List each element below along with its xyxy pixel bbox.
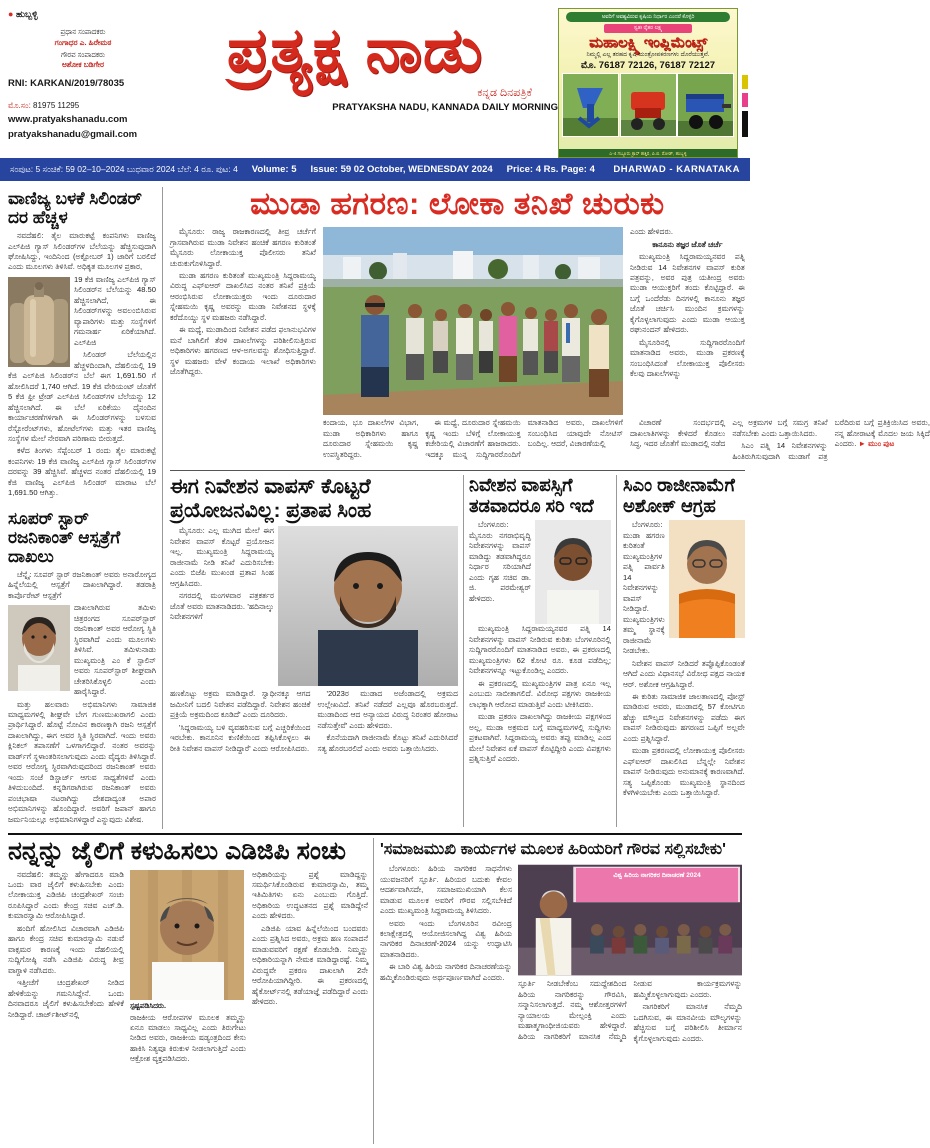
masthead-title-block bbox=[150, 18, 560, 113]
article-muda-lead bbox=[170, 186, 930, 465]
ad-top-line: ಅವರಿಗೆ ಅವಶ್ಯವಿರುವ ಕೃಷಿಯ ನಿರ್ಧಾರ ಎಂದರೆ ಕೊಳ್ಳಿರಿ bbox=[566, 12, 730, 22]
regmark-magenta bbox=[742, 93, 748, 107]
lead-column-3 bbox=[630, 227, 745, 465]
article-parameshwara bbox=[464, 475, 617, 827]
pratap-c2: 'ಸಿದ್ದರಾಮಯ್ಯ ಬಳಿ ವ್ಯವಹರಿಸುವ ಬಗ್ಗೆ ಎಚ್ಚರಿಕೆಯಿಂದ ಇರಬೇಕು. ಕಾನೂನಿನ ಕುಣಿಕೆಯಿಂದ ತಪ್ಪಿಸಿಕೊಳ್ಳಲು ಈ ರೀತಿ ನಿವೇಶನ ವಾಪಸ್ ನೀಡಿದ್ದಾರೆ' ಎಂದು ಆರೋಪಿಸಿದರು. bbox=[170, 722, 311, 753]
article-rajinikanth bbox=[8, 509, 156, 825]
lead-u3: ವಿಚಾರಣೆ ಸಂದರ್ಭದಲ್ಲಿ ದಾಖಲಾತಿಗಳನ್ನು ಕೇಳಿದರೆ ಕೊಡಲು ಸಿದ್ಧ, ಇದರ ಜೊತೆಗೆ ಮುಡಾದಲ್ಲಿ ನಡೆದ ಎಲ್ಲ ಅಕ್ರಮಗಳ ಬಗ್ಗೆ ಸಮಗ್ರ ತನಿಖೆ ನಡೆಸಬೇಕು ಎಂದು ಒತ್ತಾಯಿಸಿದರು. bbox=[629, 418, 828, 449]
hdk-photo-caption: ಸ್ಪಷ್ಟಪಡಿಸಿದರು. bbox=[130, 1000, 166, 1010]
rajini-headline: ಸೂಪರ್ ಸ್ಟಾರ್ ರಜನಿಕಾಂತ್ ಆಸ್ಪತ್ರೆಗೆ ದಾಖಲು bbox=[8, 508, 121, 566]
tagline-english: PRATYAKSHA NADU, KANNADA DAILY MORNING bbox=[332, 102, 558, 114]
ad-ribbon: ಸ್ವತಃ ರೈತರ ಲಕ್ಷ್ಯ bbox=[604, 24, 692, 33]
editor1-label: ಪ್ರಧಾನ ಸಂಪಾದಕರು bbox=[60, 29, 106, 37]
event-banner-text: ವಿಶ್ವ ಹಿರಿಯ ನಾಗರಿಕರ ದಿನಾಚರಣೆ 2024 bbox=[576, 868, 738, 902]
ad-product-photos bbox=[559, 71, 737, 137]
kumaraswamy-photo bbox=[130, 870, 244, 1000]
website-link[interactable]: www.pratyakshanadu.com bbox=[8, 113, 128, 125]
cylinder-p1: ನವದೆಹಲಿ: ತೈಲ ಮಾರುಕಟ್ಟೆ ಕಂಪನಿಗಳು ವಾಣಿಜ್ಯ ಎಲ್‌ಪಿಜಿ ಗ್ಯಾಸ್ ಸಿಲಿಂಡರ್‌ಗಳ ಬೆಲೆಯನ್ನು ಹೆಚ್ಚಿಸುವುದಾಗಿ ಘೋಷಿಸಿದ್ದು, ಇಂದಿನಿಂದ (ಅಕ್ಟೋಬರ್ 1) ಜಾರಿಗೆ ಬರಲಿದೆ ಎಂದು ಮೂಲಗಳು ತಿಳಿಸಿವೆ. ಅಧಿಕೃತ ಮೂಲಗಳ ಪ್ರಕಾರ, bbox=[8, 231, 156, 272]
editors-block bbox=[8, 28, 158, 70]
parv-p2: ಮುಖ್ಯಮಂತ್ರಿ ಸಿದ್ದರಾಮಯ್ಯನವರ ಪತ್ನಿ 14 ನಿವೇಶನಗಳನ್ನು ವಾಪಸ್ ನೀಡಿರುವ ಕುರಿತು ಬೆಂಗಳೂರಿನಲ್ಲಿ ಸುದ್ದಿಗಾರರೊಂದಿಗೆ ಮಾತನಾಡಿದ ಅವರು, ಈ ಪ್ರಕರಣದಲ್ಲಿ ಮುಖ್ಯಮಂತ್ರಿಗಳು 62 ಕೋಟಿ ರೂ. ಕೂಡ ಪಡೆದಿಲ್ಲ; ನಿವೇಶನಗಳನ್ನೂ ಇಟ್ಟುಕೊಂಡಿಲ್ಲ ಎಂದರು. bbox=[469, 624, 611, 676]
phone-line bbox=[8, 101, 158, 112]
newspaper-title: ಪ್ರತ್ಯಕ್ಷ ನಾಡು bbox=[226, 16, 484, 85]
article-cylinder-price bbox=[8, 189, 156, 499]
ashok-headline: ಸಿಎಂ ರಾಜೀನಾಮೆಗೆ ಅಶೋಕ್ ಆಗ್ರಹ bbox=[623, 475, 735, 516]
hdk-c3p1: ಅಧಿಕಾರಿಯನ್ನು ಪ್ರಶ್ನೆ ಮಾಡಿದ್ದನ್ನು ಸಮರ್ಥಿಸಿಕೊಂಡಿರುವ ಕುಮಾರಸ್ವಾಮಿ, ತಮ್ಮ ಇತಿಮಿತಿಗಳು ಏನು ಎಂಬುದು ಗೊತ್ತಿದೆ. ಅಧಿಕಾರಿಯ ಉದ್ಧಟತನದ ಪ್ರಶ್ನೆ ಮಾಡಿದ್ದೇನೆ ಎಂದು ಹೇಳಿದರು. bbox=[252, 869, 368, 921]
article-senior-citizens bbox=[374, 838, 742, 1144]
phone-number: 81975 11295 bbox=[33, 101, 80, 111]
gas-cylinders-photo bbox=[8, 277, 70, 367]
ashok-p4: ಮುಡಾ ಪ್ರಕರಣದಲ್ಲಿ ಲೋಕಾಯುಕ್ತ ಪೊಲೀಸರು ಎಫ್‌ಐಆರ್ ದಾಖಲಿಸಿದ ಬೆನ್ನಲ್ಲೇ ನಿವೇಶನ ವಾಪಸ್ ನೀಡಿರುವುದು ಅನುಮಾನಕ್ಕೆ ಕಾರಣವಾಗಿದೆ. ಸತ್ಯ ಒಪ್ಪಿಕೊಂಡು ಮುಖ್ಯಮಂತ್ರಿ ಸ್ಥಾನದಿಂದ ಕೆಳಗಿಳಿಯಬೇಕು ಎಂದು ಒತ್ತಾಯಿಸಿದ್ದಾರೆ. bbox=[623, 746, 745, 798]
rajinikanth-photo bbox=[8, 605, 70, 691]
hdk-c2p1: ರಾಜಕೀಯ ಆರೋಪಗಳ ಮೂಲಕ ತಮ್ಮನ್ನು ಏನೂ ಮಾಡಲು ಸಾಧ್ಯವಿಲ್ಲ ಎಂದು ತಿರುಗೇಟು ನೀಡಿದ ಅವರು, ರಾಜಕೀಯ ಷಡ್ಯಂತ್ರದಿಂದ ಕೇಸು ಹಾಕಿಸಿ ನಿತ್ಯವೂ ಕಿರುಕುಳ ನೀಡಲಾಗುತ್ತಿದೆ ಎಂದು ಆಕ್ರೋಶ ವ್ಯಕ್ತಪಡಿಸಿದರು. bbox=[130, 1012, 246, 1064]
hdk-c3p2: ಎಡಿಜಿಪಿ ಯಾವ ಹಿನ್ನೆಲೆಯಿಂದ ಬಂದವರು ಎಂದು ಪ್ರಶ್ನಿಸಿದ ಅವರು, ಅಕ್ರಮ ಹಣ ಸಂಪಾದನೆ ಮಾಡುವವರಿಗೆ ರಕ್ಷಣೆ ಕೊಡಬೇಡಿ. ನಿಮ್ಮನ್ನು ಅಧಿಕಾರಿಯನ್ನಾಗಿ ನೇಮಕ ಮಾಡಿದ್ದಾರಷ್ಟೆ. ನಿಮ್ಮ ವಿರುದ್ಧವೇ ಪ್ರಕರಣ ದಾಖಲಾಗಿ 2ನೇ ಆರೋಪಿಯಾಗಿದ್ದೀರಿ. ಈ ಪ್ರಕರಣದಲ್ಲಿ ಹೈಕೋರ್ಟ್‌ನಲ್ಲಿ ತಡೆಯಾಜ್ಞೆ ಪಡೆದಿದ್ದಾರೆ ಎಂದು ಹೇಳಿದರು. bbox=[252, 923, 368, 1007]
article-kumaraswamy bbox=[8, 838, 374, 1144]
hdk-c1p2: ಹಂದಿಗೆ ಹೋಲಿಸಿದ ವಿಚಾರವಾಗಿ ಎಡಿಜಿಪಿ ಹಾಗೂ ಕೇಂದ್ರ ಸಚಿವ ಕುಮಾರಸ್ವಾಮಿ ನಡುವೆ ವಾಕ್ಸಮರ ಕಾರಣಕ್ಕೆ ಇಂದು ದೆಹಲಿಯಲ್ಲಿ ಸುದ್ದಿಗೋಷ್ಠಿ ನಡೆಸಿ ಎಡಿಜಿಪಿ ವಿರುದ್ಧ ತೀವ್ರ ವಾಗ್ದಾಳಿ ನಡೆಸಿದರು. bbox=[8, 923, 124, 975]
phone-label: ಮೊ.ಸಂ: bbox=[8, 101, 31, 111]
volume-label: Volume: 5 bbox=[251, 164, 297, 175]
page-content bbox=[0, 181, 930, 1144]
hdk-c1p3: ಇತ್ತೀಚೆಗೆ ಚಂದ್ರಶೇಖರ್ ನೀಡಿದ ಹೇಳಿಕೆಯನ್ನು ಗಮನಿಸಿದ್ದೇನೆ. ಒಂದು ದಿನವಾದರೂ ಜೈಲಿಗೆ ಕಳುಹಿಸಬೇಕೆಂದು ಹೇಳಿಕೆ ನೀಡಿದ್ದಾರೆ. ಚಾರ್ಜ್‌ಶೀಟ್‌ನಲ್ಲಿ bbox=[8, 978, 124, 1019]
ashok-intro bbox=[623, 520, 665, 658]
pratap-simha-photo bbox=[278, 526, 458, 686]
bottom-tier bbox=[8, 833, 742, 1144]
price-label: Price: 4 Rs. Page: 4 bbox=[506, 164, 595, 175]
lead-column-1 bbox=[170, 227, 316, 465]
cylinder-p2: 19 ಕೆಜಿ ವಾಣಿಜ್ಯ ಎಲ್‌ಪಿಜಿ ಗ್ಯಾಸ್ ಸಿಲಿಂಡರ್‌ನ ಬೆಲೆಯನ್ನು 48.50 ಹೆಚ್ಚಿಸಲಾಗಿದೆ, ಈ ಸಿಲಿಂಡರ್‌ಗಳನ್ನು ಅವಲಂಬಿಸಿರುವ ವ್ಯಾಪಾರಿಗಳು ಮತ್ತು ಸಂಸ್ಥೆಗಳಿಗೆ ಗಮನಾರ್ಹ ಏರಿಕೆಯಾಗಿದೆ. ಎಲ್‌ಪಿಜಿ bbox=[74, 274, 156, 347]
pratap-headline: ಈಗ ನಿವೇಶನ ವಾಪಸ್ ಕೊಟ್ಟರೆ ಪ್ರಯೋಜನವಿಲ್ಲ: ಪ್ರತಾಪ ಸಿಂಹ bbox=[170, 475, 372, 522]
senior-col1 bbox=[380, 864, 512, 1129]
ashok-body bbox=[623, 659, 745, 799]
senior-r1: ಸ್ಫೂರ್ತಿ ನೀಡಬೇಕೆಂಬ ಸದುದ್ದೇಶದಿಂದ ಹಿರಿಯ ನಾಗರಿಕರನ್ನು ಗೌರವಿಸಿ, ಸನ್ಮಾನಿಸಲಾಗುತ್ತದೆ. ನಮ್ಮ ಆಶೋತ್ತರಗಳಿಗೆ ನ್ಯಾಯಾಲಯ ಮೇಲ್ಪಂಕ್ತಿ ಎಂದು ಮಹಾತ್ಮಗಾಂಧೀಜಿಯವರು ಹೇಳಿದ್ದಾರೆ. ಹಿರಿಯ ನಾಗರಿಕರಿಗೆ ಮಾನಸಿಕ ನೆಮ್ಮದಿ ನೀಡುವ ಕಾರ್ಯಕ್ರಮಗಳನ್ನು ಹಮ್ಮಿಕೊಳ್ಳಲಾಗುವುದು ಎಂದರು. bbox=[518, 979, 742, 1041]
parv-p3: ಈ ಪ್ರಕರಣದಲ್ಲಿ ಮುಖ್ಯಮಂತ್ರಿಗಳ ಪಾತ್ರ ಏನೂ ಇಲ್ಲ ಎಂಬುದು ಸಾಬೀತಾಗಲಿದೆ. ವಿರೋಧ ಪಕ್ಷಗಳು ರಾಜಕೀಯ ಲಾಭಕ್ಕಾಗಿ ಆರೋಪ ಮಾಡುತ್ತಿವೆ ಎಂದು ಟೀಕಿಸಿದರು. bbox=[469, 678, 611, 709]
pratap-c1: ಹಣಕೊಟ್ಟು ಅಕ್ರಮ ಮಾಡಿದ್ದಾರೆ. ಸ್ವಾಧೀನಕ್ಕೂ ಆಗದ ಜಮೀನಿಗೆ ಬದಲಿ ನಿವೇಶನ ಪಡೆದಿದ್ದಾರೆ. ನಿವೇಶನ ಹಂಚಿಕೆ ಪ್ರಕ್ರಿಯೆ ಅಕ್ರಮದಿಂದ ಕೂಡಿದೆ' ಎಂದು ದೂರಿದರು. bbox=[170, 689, 311, 720]
hdk-col1 bbox=[8, 870, 124, 1067]
hdk-c1p1: ನವದೆಹಲಿ: ತಮ್ಮನ್ನು ಹೇಗಾದರೂ ಮಾಡಿ ಒಂದು ವಾರ ಜೈಲಿಗೆ ಕಳುಹಿಸಬೇಕು ಎಂದು ಲೋಕಾಯುಕ್ತ ಎಡಿಜಿಪಿ ಚಂದ್ರಶೇಖರ್ ಸಂಚು ರೂಪಿಸಿದ್ದಾರೆ ಎಂದು ಕೇಂದ್ರ ಸಚಿವ ಎಚ್.ಡಿ. ಕುಮಾರಸ್ವಾಮಿ ಆರೋಪಿಸಿದ್ದಾರೆ. bbox=[8, 869, 124, 921]
senior-c1p2: ಅವರು ಇಂದು ಬೆಂಗಳೂರಿನ ರವೀಂದ್ರ ಕಲಾಕ್ಷೇತ್ರದಲ್ಲಿ ಆಯೋಜಿಸಲಾಗಿದ್ದ ವಿಶ್ವ ಹಿರಿಯ ನಾಗರಿಕರ ದಿನಾಚರಣೆ-2024 ಯನ್ನು ಉದ್ಘಾಟಿಸಿ ಮಾತನಾಡಿದರು. bbox=[380, 918, 512, 959]
lead-c3-p2: ಮುಖ್ಯಮಂತ್ರಿ ಸಿದ್ದರಾಮಯ್ಯನವರ ಪತ್ನಿ ನೀಡಿರುವ 14 ನಿವೇಶನಗಳ ವಾಪಸ್ ಕುರಿತ ಪತ್ರವನ್ನು, ಅವರ ಪುತ್ರ ಯತೀಂದ್ರ ಅವರು ಮುಡಾ ಆಯುಕ್ತರಿಗೆ ತಂದು ಕೊಟ್ಟಿದ್ದಾರೆ. ಈ ಬಗ್ಗೆ ಒಂದೆರೆಡು ದಿನಗಳಲ್ಲಿ ಕಾನೂನು ತಜ್ಞರ ಜೊತೆ ಚರ್ಚಿಸಿ ಮುಂದಿನ ಕ್ರಮಗಳನ್ನು ಕೈಗೊಳ್ಳಲಾಗುವುದು ಎಂದು ಮುಡಾ ಆಯುಕ್ತ ರಘುನಂದನ್ ಹೇಳಿದರು. bbox=[630, 252, 745, 335]
email-link[interactable]: pratyakshanadu@gmail.com bbox=[8, 128, 138, 140]
lead-headline: ಮುಡಾ ಹಗರಣ: ಲೋಕಾ ತನಿಖೆ ಚುರುಕು bbox=[250, 186, 665, 221]
regmark-yellow bbox=[742, 75, 748, 89]
lead-u4-text: ಸಿಎಂ ಪತ್ನಿ 14 ನಿವೇಶನಗಳನ್ನು ಹಿಂತಿರುಗಿಸುವುದಾಗಿ ಮುಡಾಗೆ ಪತ್ರ ಬರೆದಿರುವ ಬಗ್ಗೆ ಪ್ರತಿಕ್ರಿಯಿಸಿದ ಅವರು, ನನ್ನ ಹೋರಾಟಕ್ಕೆ ಮೊದಲ ಜಯ ಸಿಕ್ಕಿದೆ ಎಂದರು. bbox=[732, 418, 930, 461]
lead-c1-p1: ಮೈಸೂರು: ರಾಜ್ಯ ರಾಜಕಾರಣದಲ್ಲಿ ತೀವ್ರ ಚರ್ಚೆಗೆ ಗ್ರಾಸವಾಗಿರುವ ಮುಡಾ ನಿವೇಶನ ಹಂಚಿಕೆ ಹಗರಣ ಕುರಿತಂತೆ ಮೈಸೂರು ಲೋಕಾಯುಕ್ತ ಪೊಲೀಸರು ತನಿಖೆ ಚುರುಕುಗೊಳಿಸಿದ್ದಾರೆ. bbox=[170, 227, 316, 268]
ad-title: ಮಹಾಲಕ್ಷ್ಮಿ ಇಂಪ್ಲಿಮೆಂಟ್ಸ್ bbox=[589, 35, 707, 51]
ad-description: ನಿಮ್ಮಲ್ಲಿ ಎಲ್ಲ ತರಹದ ಕೃಷಿ ಯಂತ್ರೋಪಕರಣಗಳು ದೊರೆಯುತ್ತವೆ. bbox=[586, 52, 710, 58]
article-pratap-simha bbox=[170, 475, 464, 827]
parv-body bbox=[469, 624, 611, 764]
lead-c1-p3: ಈ ಮಧ್ಯೆ, ಮುಡಾದಿಂದ ನಿವೇಶನ ಪಡೆದ ಫಲಾನುಭವಿಗಳ ಮನೆ ಬಾಗಿಲಿಗೆ ತೆರಳಿ ದಾಖಲೆಗಳನ್ನು ಪರಿಶೀಲಿಸುತ್ತಿರುವ ಅಧಿಕಾರಿಗಳು ಹಗರಣದ ಆಳ-ಅಗಲವನ್ನು ಶೋಧಿಸುತ್ತಿದ್ದಾರೆ. ಸ್ಥಳ ಮಹಜರು ವೇಳೆ ಕಂದಾಯ ಇಲಾಖೆ ಅಧಿಕಾರಿಗಳು ಜೊತೆಗಿದ್ದರು. bbox=[170, 325, 316, 377]
senior-event-photo bbox=[518, 864, 742, 976]
editor2-name: ಅಶೋಕ ಬಡಿಗೇರ bbox=[61, 60, 105, 70]
edition-city-label: ಹುಬ್ಬಳ್ಳಿ bbox=[15, 9, 38, 19]
pratap-c4: ಕೊನೆಯದಾಗಿ ರಾಜೀನಾಮೆ ಕೊಟ್ಟು ತನಿಖೆ ಎದುರಿಸಿದರೆ ಸತ್ಯ ಹೊರಬರಲಿದೆ ಎಂದು ಅವರು ಒತ್ತಾಯಿಸಿದರು. bbox=[317, 733, 458, 753]
editor2-label: ಗೌರವ ಸಂಪಾದಕರು bbox=[61, 51, 105, 59]
pratap-p2: ನಗರದಲ್ಲಿ ಮಂಗಳವಾರ ಪತ್ರಕರ್ತರ ಜೊತೆ ಅವರು ಮಾತನಾಡಿದರು. 'ಹದಿನಾಲ್ಕು ನಿವೇಶನಗಳಿಗೆ bbox=[170, 591, 274, 621]
lead-u1: ಕಂದಾಯ, ಭೂ ದಾಖಲೆಗಳ ವಿಭಾಗ, ಮುಡಾ ಅಧಿಕಾರಿಗಳು ಹಾಗೂ ದೂರುದಾರ ಸ್ನೇಹಮಯಿ ಕೃಷ್ಣ ಉಪಸ್ಥಿತರಿದ್ದರು. bbox=[323, 418, 419, 459]
edition-dot-icon: ● bbox=[8, 9, 14, 19]
edition-city bbox=[8, 8, 158, 20]
regmark-black bbox=[742, 111, 748, 137]
main-column bbox=[163, 186, 930, 829]
issue-label: Issue: 59 02 October, WEDNESDAY 2024 bbox=[310, 164, 493, 175]
senior-headline: 'ಸಮಾಜಮುಖಿ ಕಾರ್ಯಗಳ ಮೂಲಕ ಹಿರಿಯರಿಗೆ ಗೌರವ ಸಲ್ಲಿಸಬೇಕು' bbox=[380, 841, 726, 858]
hdk-col3 bbox=[252, 870, 368, 1067]
cylinder-p4: ಕಳೆದ ತಿಂಗಳು ಸೆಪ್ಟೆಂಬರ್ 1 ರಂದು ತೈಲ ಮಾರುಕಟ್ಟೆ ಕಂಪನಿಗಳು 19 ಕೆಜಿ ವಾಣಿಜ್ಯ ಎಲ್‌ಪಿಜಿ ಗ್ಯಾಸ್ ಸಿಲಿಂಡರ್‌ಗಳ ದರವನ್ನು 39 ಹೆಚ್ಚಿಸಿವೆ. ಹೆಚ್ಚಳದ ನಂತರ ದೆಹಲಿಯಲ್ಲಿ 19 ಕೆಜಿ ವಾಣಿಜ್ಯ ಎಲ್‌ಪಿಜಿ ಸಿಲಿಂಡರ್ ಮಾರಾಟ ಬೆಲೆ 1,691.50 ಆಗಿತ್ತು. bbox=[8, 446, 156, 498]
parameshwara-photo bbox=[535, 520, 611, 624]
tagline-kannada: ಕನ್ನಡ ದಿನಪತ್ರಿಕೆ bbox=[477, 87, 532, 100]
hdk-headline: ನನ್ನನ್ನು ಜೈಲಿಗೆ ಕಳುಹಿಸಲು ಎಡಿಜಿಪಿ ಸಂಚು bbox=[8, 837, 347, 865]
trailer-photo bbox=[677, 73, 734, 137]
senior-r2: ನಾಗರಿಕರಿಗೆ ಮಾನಸಿಕ ನೆಮ್ಮದಿ ಒದಗಿಸುವ, ಈ ಮಾನವೀಯ ಮೌಲ್ಯಗಳನ್ನು ಹೆಚ್ಚಿಸುವ ಬಗ್ಗೆ ಪರಿಶೀಲಿಸಿ ತೀರ್ಮಾನ ಕೈಗೊಳ್ಳಲಾಗುವುದು ಎಂದರು. bbox=[633, 1002, 742, 1043]
ad-address: ಎ-4 ಗಬ್ಬೂರು ಕ್ರಾಸ್ ಹತ್ತಿರ, ಪಿ.ಬಿ. ರೋಡ್, ಹುಬ್ಬಳ್ಳಿ bbox=[559, 149, 737, 157]
plough-photo bbox=[562, 73, 619, 137]
cylinder-p3: ಸಿಲಿಂಡರ್ ಬೆಲೆಯಲ್ಲಿನ ಹೆಚ್ಚಳದಿಂದಾಗಿ, ದೆಹಲಿಯಲ್ಲಿ 19 ಕೆಜಿ ಎಲ್‌ಪಿಜಿ ಸಿಲಿಂಡರ್‌ನ ಬೆಲೆ ಈಗ 1,691.50 ಗೆ ಹೋಲಿಸಿದರೆ 1,740 ಆಗಿದೆ. 19 ಕೆಜಿ ವೇರಿಯಂಟ್ ಜೊತೆಗೆ 5 ಕೆಜಿ ಫ್ರೀ ಟ್ರೇಡ್ ಎಲ್‌ಪಿಜಿ ಸಿಲಿಂಡರ್‌ಗಳ ಬೆಲೆಯನ್ನು 12 ಹೆಚ್ಚಿಸಲಾಗಿದೆ. ಈ ಬೆಲೆ ಏರಿಕೆಯು ದೈನಂದಿನ ಕಾರ್ಯಾಚರಣೆಗಳಿಗಾಗಿ ಈ ಸಿಲಿಂಡರ್‌ಗಳನ್ನು ಬಳಸುವ ರೆಸ್ಟೋರೆಂಟ್‌ಗಳು, ಹೋಟೆಲ್‌ಗಳು ಮತ್ತು ಇತರ ವಾಣಿಜ್ಯ ಸಂಸ್ಥೆಗಳ ಮೇಲೆ ನೇರವಾಗಿ ಪರಿಣಾಮ ಬೀರುತ್ತದೆ. bbox=[8, 350, 156, 443]
lead-c3-p1: ಎಂದು ಹೇಳಿದರು. bbox=[630, 227, 674, 237]
rni-number: RNI: KARKAN/2019/78035 bbox=[8, 78, 125, 90]
senior-below-photo-text bbox=[518, 979, 742, 1129]
muda-site-inspection-photo bbox=[323, 227, 623, 415]
parv-headline: ನಿವೇಶನ ವಾಪಸ್ಸಿಗೆ ತಡವಾದರೂ ಸರಿ ಇದೆ bbox=[469, 475, 594, 516]
ashok-p3: ಈ ಕುರಿತು ಸಾಮಾಜಿಕ ಜಾಲತಾಣದಲ್ಲಿ ಪೋಸ್ಟ್ ಮಾಡಿರುವ ಅವರು, ಮುಡಾದಲ್ಲಿ 57 ಕೋಟಿಗೂ ಹೆಚ್ಚು ಮೌಲ್ಯದ ನಿವೇಶನಗಳನ್ನು ಪಡೆದು ಈಗ ವಾಪಸ್ ನೀಡಿರುವುದು ಹಗರಣದ ಒಪ್ಪಿಗೆ ಅಲ್ಲವೇ ಎಂದು ಪ್ರಶ್ನಿಸಿದ್ದಾರೆ. bbox=[623, 691, 745, 743]
hdk-col2 bbox=[130, 870, 246, 1067]
print-registration-marks bbox=[742, 75, 748, 141]
region-label: DHARWAD - KARNATAKA bbox=[613, 164, 740, 175]
rajini-p2: ದಾಖಲಾಗಿರುವ ತಮಿಳು ಚಿತ್ರರಂಗದ ಸೂಪರ್‌ಸ್ಟಾರ್ ರಜನಿಕಾಂತ್ ಅವರ ಆರೋಗ್ಯ ಸ್ಥಿತಿ ಸ್ಥಿರವಾಗಿದೆ ಎಂದು ಮೂಲಗಳು ತಿಳಿಸಿವೆ. ತಮಿಳುನಾಡು ಮುಖ್ಯಮಂತ್ರಿ ಎಂ ಕೆ ಸ್ಟಾಲಿನ್ ಅವರು ಸೂಪರ್‌ಸ್ಟಾರ್ ಶೀಘ್ರವಾಗಿ ಚೇತರಿಸಿಕೊಳ್ಳಲಿ ಎಂದು ಹಾರೈಸಿದ್ದಾರೆ. bbox=[74, 603, 156, 697]
editor1-name: ಗಂಗಾಧರ ಎ. ಹಿರೇಮಠ bbox=[54, 37, 112, 47]
pratap-body-columns bbox=[170, 689, 458, 829]
pratap-p1: ಮೈಸೂರು: ಎಲ್ಲ ಮುಗಿದ ಮೇಲೆ ಈಗ ನಿವೇಶನ ವಾಪಸ್ ಕೊಟ್ಟರೆ ಪ್ರಯೋಜನ ಇಲ್ಲ. ಮುಖ್ಯಮಂತ್ರಿ ಸಿದ್ದರಾಮಯ್ಯ ರಾಜೀನಾಮೆ ನೀಡಿ ತನಿಖೆ ಎದುರಿಸಬೇಕು ಎಂದು ಬಿಜೆಪಿ ಮುಖಂಡ ಪ್ರತಾಪ ಸಿಂಹ ಆಗ್ರಹಿಸಿದರು. bbox=[170, 526, 274, 588]
ashok-p2: ನಿವೇಶನ ವಾಪಸ್ ನೀಡಿದರೆ ತಪ್ಪೊಪ್ಪಿಕೊಂಡಂತೆ ಆಗಿದೆ ಎಂದು ವಿಧಾನಸಭೆ ವಿರೋಧ ಪಕ್ಷದ ನಾಯಕ ಆರ್. ಅಶೋಕ ಆಗ್ರಹಿಸಿದ್ದಾರೆ. bbox=[623, 658, 745, 689]
issue-info-bar bbox=[0, 158, 750, 181]
masthead bbox=[0, 0, 750, 158]
pratap-intro bbox=[170, 526, 274, 686]
rotavator-photo bbox=[620, 73, 677, 137]
lead-c3-p3: ಮೈಸೂರಿನಲ್ಲಿ ಸುದ್ದಿಗಾರರೊಂದಿಗೆ ಮಾತನಾಡಿದ ಅವರು, ಮುಡಾ ಪ್ರಕರಣಕ್ಕೆ ಸಂಬಂಧಿಸಿದಂತೆ ಲೋಕಾಯುಕ್ತ ಪೊಲೀಸರು ಕೆಲವು ದಾಖಲೆಗಳನ್ನು bbox=[630, 337, 745, 379]
article-ashok bbox=[617, 475, 745, 827]
senior-c1p3: ಈ ಬಾರಿ ವಿಶ್ವ ಹಿರಿಯ ನಾಗರಿಕರ ದಿನಾಚರಣೆಯನ್ನು ಹಮ್ಮಿಕೊಂಡಿರುವುದು ಅರ್ಥಪೂರ್ಣವಾಗಿದೆ ಎಂದರು. bbox=[380, 962, 512, 982]
lead-u2: ಈ ಮಧ್ಯೆ, ದೂರುದಾರ ಸ್ನೇಹಮಯಿ ಕೃಷ್ಣ ಇಂದು ಬೆಳಿಗ್ಗೆ ಲೋಕಾಯುಕ್ತ ಕಚೇರಿಯಲ್ಲಿ ವಿಚಾರಣೆಗೆ ಹಾಜರಾದರು. ಇದಕ್ಕೂ ಮುನ್ನ ಸುದ್ದಿಗಾರರೊಂದಿಗೆ ಮಾತನಾಡಿದ ಅವರು, ದಾಖಲೆಗಳಿಗೆ ಸಂಬಂಧಿಸಿದ ಯಾವುದೇ ನೋಟಿಸ್ ಬಂದಿಲ್ಲ. ಆದರೆ, ವಿಚಾರಣೆಯಲ್ಲಿ bbox=[425, 418, 623, 459]
parv-p1: ಬೆಂಗಳೂರು: ಮೈಸೂರು ನಗರಾಭಿವೃದ್ಧಿ ನಿವೇಶನಗಳನ್ನು ವಾಪಸ್ ಮಾಡಿದ್ದು ತಡವಾಗಿದ್ದರೂ ನಿರ್ಧಾರ ಸರಿಯಾಗಿದೆ ಎಂದು ಗೃಹ ಸಚಿವ ಡಾ. ಜಿ. ಪರಮೇಶ್ವರ್ ಹೇಳಿದರು. bbox=[469, 520, 531, 603]
masthead-left-block bbox=[8, 8, 158, 144]
pratap-c3: '2023ರ ಮುಡಾದ ಅಜೆಂಡಾದಲ್ಲಿ ಅಕ್ರಮದ ಉಲ್ಲೇಖವಿದೆ. ತನಿಖೆ ನಡೆದರೆ ಎಲ್ಲವೂ ಹೊರಬರುತ್ತದೆ. ಮುಡಾದಿಂದ ಆದ ಅನ್ಯಾಯದ ವಿರುದ್ಧ ನಿರಂತರ ಹೋರಾಟ ನಡೆಸುತ್ತೇವೆ' ಎಂದು ಹೇಳಿದರು. bbox=[317, 689, 458, 730]
left-rail bbox=[8, 187, 163, 829]
cylinder-headline: ವಾಣಿಜ್ಯ ಬಳಕೆ ಸಿಲಿಂಡರ್ ದರ ಹೆಚ್ಚಳ bbox=[8, 189, 142, 228]
lead-subhead: ಕಾನೂನು ತಜ್ಞರ ಜೊತೆ ಚರ್ಚೆ bbox=[652, 239, 723, 249]
parv-p4: ಮುಡಾ ಪ್ರಕರಣ ದಾಖಲಾಗಿದ್ದು ರಾಜಕೀಯ ಪಕ್ಷಗಳಿಂದ ಅಲ್ಲ, ಮುಡಾ ಅಕ್ರಮದ ಬಗ್ಗೆ ಮಾಧ್ಯಮಗಳಲ್ಲಿ ಸುದ್ದಿಗಳು ಪ್ರಕಟವಾಗಿವೆ. ಸಿದ್ದರಾಮಯ್ಯ ಅವರು ತಪ್ಪು ಮಾಡಿಲ್ಲ ಎಂದ ಮೇಲೆ ನಿವೇಶನ ಏಕೆ ವಾಪಸ್ ಕೊಟ್ಟಿದ್ದೀರಿ ಎಂದು ವಿಪಕ್ಷಗಳು ಪ್ರಶ್ನಿಸುತ್ತಿವೆ ಎಂದರು. bbox=[469, 712, 611, 764]
r-ashok-photo bbox=[669, 520, 745, 638]
ashok-p1: ಬೆಂಗಳೂರು: ಮುಡಾ ಹಗರಣ ಕುರಿತಂತೆ ಮುಖ್ಯಮಂತ್ರಿಗಳ ಪತ್ನಿ ಪಾರ್ವತಿ 14 ನಿವೇಶನಗಳನ್ನು ವಾಪಸ್ ನೀಡಿದ್ದಾರೆ. ಮುಖ್ಯಮಂತ್ರಿಗಳು ತಮ್ಮ ಸ್ಥಾನಕ್ಕೆ ರಾಜೀನಾಮೆ ನೀಡಬೇಕು. bbox=[623, 520, 665, 656]
ad-phone-numbers: ಮೊ. 76187 72126, 76187 72127 bbox=[580, 60, 716, 71]
lead-under-photo-text bbox=[323, 418, 930, 462]
rajini-p1: ಚೆನ್ನೈ: ಸೂಪರ್ ಸ್ಟಾರ್ ರಜನಿಕಾಂತ್ ಅವರು ಅನಾರೋಗ್ಯದ ಹಿನ್ನೆಲೆಯಲ್ಲಿ ಆಸ್ಪತ್ರೆಗೆ ದಾಖಲಾಗಿದ್ದಾರೆ. ತಡರಾತ್ರಿ ಕಾರ್ಪೊರೇಟ್ ಆಸ್ಪತ್ರೆಗೆ bbox=[8, 569, 156, 600]
issue-info-kannada: ಸಂಪುಟ: 5 ಸಂಚಿಕೆ: 59 02–10–2024 ಬುಧವಾರ 2024 ಬೆಲೆ: 4 ರೂ. ಪುಟ: 4 bbox=[10, 164, 238, 174]
senior-right-block bbox=[518, 864, 742, 1129]
continued-next-page-marker: ► ಮುಂ ಪುಟ bbox=[858, 439, 895, 449]
lead-c1-p2: ಮುಡಾ ಹಗರಣ ಕುರಿತಂತೆ ಮುಖ್ಯಮಂತ್ರಿ ಸಿದ್ದರಾಮಯ್ಯ ವಿರುದ್ಧ ಎಫ್‌ಐಆರ್ ದಾಖಲಿಸಿದ ನಂತರ ತನಿಖೆ ಪ್ರಕ್ರಿಯೆ ಆರಂಭಿಸಿರುವ ಲೋಕಾಯುಕ್ತರು ಇಂದು ದೂರುದಾರ ಸ್ನೇಹಮಯಿ ಕೃಷ್ಣ ಅವರನ್ನು ಮುಡಾ ನಿವೇಶನದ ಸ್ಥಳಕ್ಕೆ ಕರೆದೊಯ್ದು ಸ್ಥಳ ಮಹಜರು ನಡೆಸಿದ್ದಾರೆ. bbox=[170, 270, 316, 322]
rajini-p3: ಮತ್ತು ಹಲವಾರು ಅಭಿಮಾನಿಗಳು ಸಾಮಾಜಿಕ ಮಾಧ್ಯಮಗಳಲ್ಲಿ ಶೀಘ್ರವೇ ಬೇಗ ಗುಣಮುಖರಾಗಲಿ ಎಂದು ಪ್ರಾರ್ಥಿಸಿದ್ದಾರೆ. ಹೊಟ್ಟೆ ನೋವಿನ ಕಾರಣಕ್ಕಾಗಿ ರಜನಿ ಆಸ್ಪತ್ರೆಗೆ ದಾಖಲಾಗಿದ್ದು, ಈಗ ಅವರ ಸ್ಥಿತಿ ಸ್ಥಿರವಾಗಿದೆ. ಇಂದು ಅವರು ಕ್ಲಿನಿಕಲ್ ತಪಾಸಣೆಗೆ ಒಳಗಾಗಲಿದ್ದಾರೆ. ನಂತರ ಅವರನ್ನು ವಾರ್ಡ್‌ಗೆ ಸ್ಥಳಾಂತರಿಸಲಾಗುವುದು ಎಂದು ವೈದ್ಯರು ತಿಳಿಸಿದ್ದಾರೆ. ಅವರ ಆರೋಗ್ಯ ಸ್ಥಿರವಾಗಿರುವುದರಿಂದ ರಜನಿಕಾಂತ್ ಅವರು ಇಂದು ಸಂಜೆ ಡಿಸ್ಚಾರ್ಜ್ ಆಗುವ ಸಾಧ್ಯತೆಗಳಿವೆ ಎಂದು ತಿಳಿದುಬಂದಿದೆ. ಕನ್ನಡಿಗರಾಗಿರುವ ರಜನಿಕಾಂತ್ ಅವರು ಪಂಚಭಾಷಾ ನಟರಾಗಿದ್ದು ದೇಶದಾದ್ಯಂತ ಅಪಾರ ಅಭಿಮಾನಿಗಳನ್ನು ಹೊಂದಿದ್ದಾರೆ. ಅವರಿಗೆ ಜಪಾನ್ ಹಾಗೂ ಜರ್ಮನಿಯಲ್ಲೂ ಅಭಿಮಾನಿಗಳಿದ್ದಾರೆ ಎನ್ನುವುದು ವಿಶೇಷ. bbox=[8, 699, 156, 824]
parv-intro bbox=[469, 520, 531, 624]
senior-c1p1: ಬೆಂಗಳೂರು: ಹಿರಿಯ ನಾಗರಿಕರ ಸಾಧನೆಗಳು ಯುವಜನರಿಗೆ ಸ್ಫೂರ್ತಿ. ಹಿರಿಯರ ಬದುಕು ಕೇವಲ ಆದರ್ಶವಾಗಿಸದೇ, ಸಮಾಜಮುಖಿಯಾಗಿ ಕೆಲಸ ಮಾಡುವ ಮೂಲಕ ಅವರಿಗೆ ಗೌರವ ಸಲ್ಲಿಸಬೇಕಿದೆ ಎಂದು ಮುಖ್ಯಮಂತ್ರಿ ಸಿದ್ದರಾಮಯ್ಯ ತಿಳಿಸಿದರು. bbox=[380, 864, 512, 916]
advertisement-mahalaxmi-implements[interactable] bbox=[558, 8, 738, 158]
second-tier bbox=[170, 470, 745, 827]
